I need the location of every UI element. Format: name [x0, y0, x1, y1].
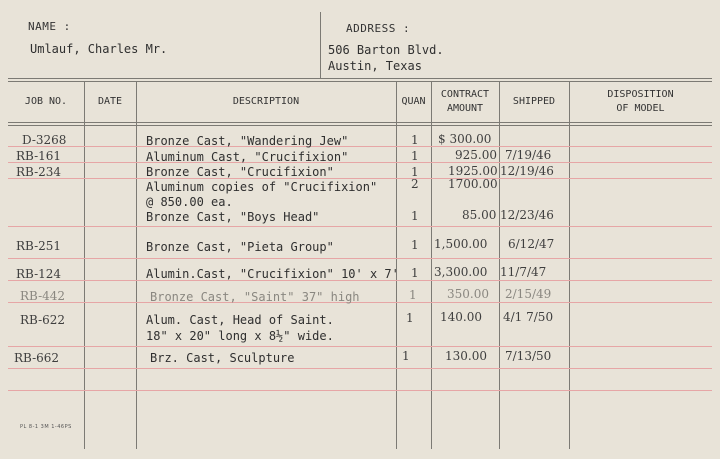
form-footer: PL 8-1 3M 1-46PS — [20, 424, 72, 430]
contract-amount: 350.00 — [447, 287, 489, 301]
shipped-date: 2/15/49 — [505, 287, 552, 301]
description: Bronze Cast, "Pieta Group" — [146, 240, 334, 254]
table-header-bottom — [8, 122, 712, 123]
job-number: RB-161 — [16, 149, 62, 163]
quantity: 1 — [402, 349, 410, 363]
quantity: 1 — [411, 165, 419, 179]
description: Bronze Cast, "Wandering Jew" — [146, 134, 349, 148]
ruled-line — [8, 162, 712, 163]
job-number: D-3268 — [22, 133, 67, 147]
col-header-description: DESCRIPTION — [232, 96, 300, 107]
shipped-date: 6/12/47 — [508, 237, 555, 251]
shipped-date: 7/19/46 — [505, 148, 552, 162]
description: Bronze Cast, "Crucifixion" — [146, 165, 334, 179]
quantity: 1 — [406, 311, 414, 325]
job-number: RB-622 — [20, 313, 66, 327]
col-header-of-model: OF MODEL — [616, 103, 665, 114]
address-label: ADDRESS : — [346, 22, 411, 35]
col-header-amount: AMOUNT — [446, 103, 484, 114]
contract-amount: 1,500.00 — [434, 237, 488, 251]
shipped-date: 12/23/46 — [500, 208, 554, 222]
ruled-line — [8, 226, 712, 227]
contract-amount: 1925.00 — [448, 164, 498, 178]
shipped-date: 4/1 7/50 — [503, 310, 554, 324]
header-divider — [320, 12, 321, 78]
description: Alum. Cast, Head of Saint. — [146, 313, 334, 327]
name-value: Umlauf, Charles Mr. — [30, 42, 168, 56]
description: Aluminum Cast, "Crucifixion" — [146, 150, 349, 164]
ruled-line — [8, 258, 712, 259]
col-header-job-no: JOB NO. — [24, 96, 68, 107]
description: Bronze Cast, "Saint" 37" high — [150, 290, 360, 304]
col-line-3 — [396, 81, 397, 449]
ruled-line — [8, 368, 712, 369]
table-header-bottom-2 — [8, 125, 712, 126]
quantity: 1 — [411, 209, 419, 223]
contract-amount: $ 300.00 — [438, 132, 492, 146]
address-line-2: Austin, Texas — [328, 59, 422, 73]
quantity: 1 — [411, 133, 419, 147]
col-line-2 — [136, 81, 137, 449]
quantity: 2 — [411, 177, 419, 191]
description: Aluminum copies of "Crucifixion" — [146, 180, 378, 194]
col-line-6 — [569, 81, 570, 449]
contract-amount: 1700.00 — [448, 177, 498, 191]
job-number: RB-234 — [16, 165, 62, 179]
col-header-shipped: SHIPPED — [512, 96, 556, 107]
ruled-line — [8, 146, 712, 147]
col-header-contract: CONTRACT — [440, 89, 490, 100]
contract-amount: 925.00 — [455, 148, 497, 162]
job-number: RB-251 — [16, 239, 62, 253]
table-header-top — [8, 81, 712, 82]
col-header-disposition: DISPOSITION — [607, 89, 674, 100]
description: Alumin.Cast, "Crucifixion" 10' x 7' — [146, 267, 399, 281]
description: Bronze Cast, "Boys Head" — [146, 210, 320, 224]
col-line-1 — [84, 81, 85, 449]
shipped-date: 7/13/50 — [505, 349, 552, 363]
contract-amount: 130.00 — [445, 349, 487, 363]
col-header-date: DATE — [97, 96, 123, 107]
name-label: NAME : — [28, 20, 71, 33]
ruled-line — [8, 390, 712, 391]
col-line-4 — [431, 81, 432, 449]
description: Brz. Cast, Sculpture — [150, 351, 295, 365]
description: @ 850.00 ea. — [146, 195, 233, 209]
ruled-line — [8, 302, 712, 303]
ruled-line — [8, 346, 712, 347]
shipped-date: 12/19/46 — [500, 164, 554, 178]
ruled-line — [8, 178, 712, 179]
address-line-1: 506 Barton Blvd. — [328, 43, 444, 57]
contract-amount: 3,300.00 — [434, 265, 488, 279]
shipped-date: 11/7/47 — [500, 265, 547, 279]
contract-amount: 140.00 — [440, 310, 482, 324]
contract-amount: 85.00 — [462, 208, 497, 222]
quantity: 1 — [411, 149, 419, 163]
col-header-quan: QUAN — [401, 96, 426, 107]
job-number: RB-124 — [16, 267, 62, 281]
description: 18" x 20" long x 8½" wide. — [146, 329, 334, 343]
job-number: RB-442 — [20, 289, 66, 303]
job-number: RB-662 — [14, 351, 60, 365]
quantity: 1 — [411, 238, 419, 252]
header-bottom-line — [8, 78, 712, 79]
quantity: 1 — [409, 288, 417, 302]
quantity: 1 — [411, 266, 419, 280]
